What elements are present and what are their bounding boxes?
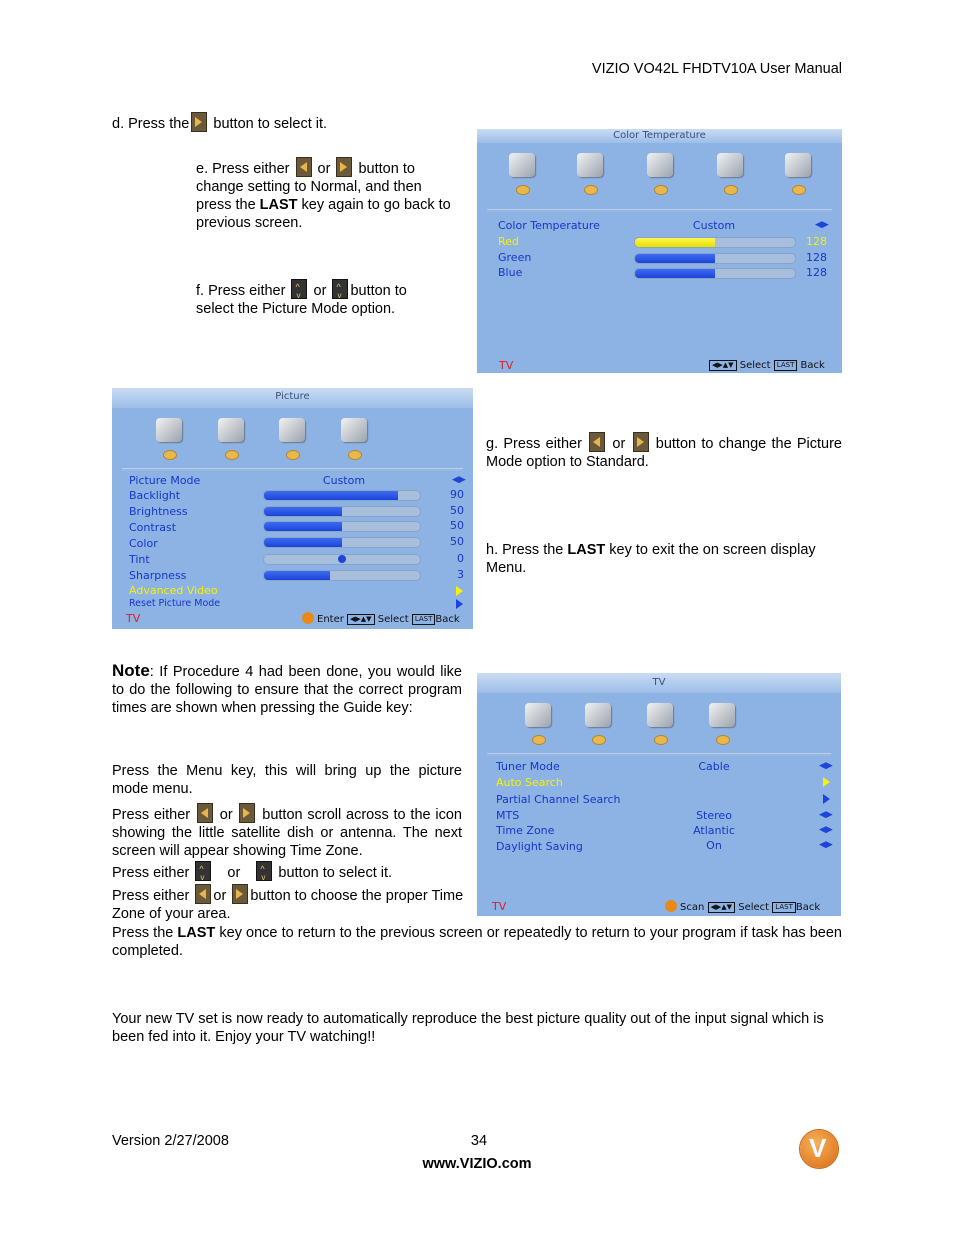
tv-settings-screen <box>477 673 841 916</box>
osd-footer <box>302 612 460 625</box>
note-step-scroll <box>112 803 462 860</box>
foot-scan: Scan <box>680 902 705 913</box>
tint-value: 0 <box>457 552 464 565</box>
ch-down-button-icon <box>256 861 272 881</box>
vizio-logo-icon <box>800 1130 838 1168</box>
sharpness-value: 3 <box>457 568 464 581</box>
osd-row-color-temperature: Color Temperature <box>498 219 600 232</box>
osd-row-picture-mode: Picture Mode <box>129 474 201 487</box>
green-slider <box>634 253 796 264</box>
manual-title: VIZIO VO42L FHDTV10A User Manual <box>591 61 842 77</box>
version-label: Version 2/27/2008 <box>112 1133 229 1149</box>
color-slider <box>263 537 421 548</box>
step-h-text-1: h. Press the <box>486 542 568 558</box>
foot-back: Back <box>435 614 460 625</box>
osd-source: TV <box>492 900 507 913</box>
step-f-text-1: f. Press either <box>196 283 290 299</box>
step-d-text-2: button to select it. <box>209 116 328 132</box>
satellite-dish-icon <box>643 151 677 181</box>
sharpness-slider <box>263 570 421 581</box>
osd-row-contrast: Contrast <box>129 521 177 534</box>
osd-row-red: Red <box>498 235 519 248</box>
osd-title: Picture <box>275 391 310 402</box>
contrast-value: 50 <box>450 519 464 532</box>
color-value: 50 <box>450 535 464 548</box>
osd-title: Color Temperature <box>613 130 706 141</box>
audio-icon <box>581 701 615 731</box>
foot-back: Back <box>795 902 821 913</box>
tuner-mode-value: Cable <box>698 760 730 773</box>
submenu-arrow-icon <box>823 794 830 804</box>
osd-value-custom: Custom <box>692 219 736 232</box>
note-step-select-or: or <box>223 865 245 881</box>
osd-row-time-zone: Time Zone <box>496 824 555 837</box>
scan-button-icon <box>665 900 677 912</box>
left-right-arrow-icon: ◀▶ <box>452 475 466 485</box>
vol-left-button-icon <box>296 157 312 177</box>
step-d-text-1: d. Press the <box>112 116 190 132</box>
note-step-timezone-text-2: button to choose the proper Time Zone of your area. <box>112 888 464 922</box>
step-f-or: or <box>309 283 331 299</box>
left-right-arrow-icon: ◀▶ <box>819 825 833 835</box>
last-key-text-2: key once to return to the previous screen or repeatedly to return to your program if task has been completed. <box>112 925 843 959</box>
backlight-slider <box>263 490 421 501</box>
note-paragraph <box>112 662 462 717</box>
submenu-arrow-icon <box>823 777 830 787</box>
last-key-icon: LAST <box>772 902 796 913</box>
brightness-slider <box>263 506 421 517</box>
osd-row-partial-channel-search: Partial Channel Search <box>496 793 621 806</box>
step-e-text-3: key again to go back to previous screen. <box>196 197 451 231</box>
nav-keys-icon: ◀▶▲▼ <box>709 360 737 371</box>
step-e-or: or <box>313 161 335 177</box>
osd-source: TV <box>126 612 141 625</box>
left-right-arrow-icon: ◀▶ <box>819 761 833 771</box>
page-number: 34 <box>470 1133 488 1149</box>
osd-row-blue: Blue <box>498 266 523 279</box>
step-f <box>196 279 446 318</box>
left-right-arrow-icon: ◀▶ <box>819 840 833 850</box>
vol-left-button-icon <box>195 884 211 904</box>
daylight-saving-value: On <box>706 839 722 852</box>
vol-left-button-icon <box>197 803 213 823</box>
color-temperature-screen <box>477 129 842 373</box>
osd-row-tuner-mode: Tuner Mode <box>496 760 560 773</box>
audio-icon <box>214 416 248 446</box>
foot-select: Select <box>739 360 771 371</box>
osd-row-reset-picture-mode: Reset Picture Mode <box>129 598 221 609</box>
red-slider <box>634 237 796 248</box>
closing-paragraph: Your new TV set is now ready to automatically reproduce the best picture quality out of the input signal which is been fed into it. Enjoy your TV watching!! <box>112 1011 824 1045</box>
blue-slider <box>634 268 796 279</box>
time-zone-value: Atlantic <box>693 824 735 837</box>
note-text: : If Procedure 4 had been done, you would like to do the following to ensure that the correct program times are shown when pressing the Guide key: <box>112 664 462 716</box>
osd-row-mts: MTS <box>496 809 520 822</box>
step-g-text-1: g. Press either <box>486 436 588 452</box>
submenu-arrow-icon <box>456 586 463 596</box>
nav-keys-icon: ◀▶▲▼ <box>347 614 375 625</box>
osd-row-advanced-video: Advanced Video <box>129 584 218 597</box>
red-value: 128 <box>806 235 827 248</box>
step-h <box>486 541 846 577</box>
note-label: Note <box>112 661 150 680</box>
note-step-scroll-text-2: button scroll across to the icon showing the little satellite dish or antenna. The next screen will appear showing Time Zone. <box>112 807 462 859</box>
website-link[interactable]: www.VIZIO.com <box>422 1156 532 1172</box>
step-e-text-1: e. Press either <box>196 161 294 177</box>
vol-right-button-icon <box>232 884 248 904</box>
ch-up-button-icon <box>195 861 211 881</box>
step-g-text-2: button to change the Picture Mode option to Standard. <box>486 436 842 470</box>
step-e-last-key: LAST <box>259 197 298 213</box>
picture-mode-value: Custom <box>322 474 366 487</box>
vol-right-button-icon <box>336 157 352 177</box>
left-right-arrow-icon: ◀▶ <box>815 220 829 230</box>
osd-row-tint: Tint <box>129 553 150 566</box>
last-key-icon: LAST <box>412 614 436 625</box>
last-key-icon: LAST <box>774 360 798 371</box>
foot-back: Back <box>800 360 825 371</box>
settings-icon <box>781 151 815 181</box>
note-step-timezone-or: or <box>213 888 231 904</box>
note-step-scroll-text-1: Press either <box>112 807 195 823</box>
osd-row-brightness: Brightness <box>129 505 188 518</box>
vol-right-button-icon <box>633 432 649 452</box>
enter-button-icon <box>302 612 314 624</box>
note-step-timezone-text-1: Press either <box>112 888 194 904</box>
step-h-text-2: key to exit the on screen display Menu. <box>486 542 816 576</box>
ch-down-button-icon <box>332 279 348 299</box>
note-step-select-text-1: Press either <box>112 865 194 881</box>
step-h-last-key: LAST <box>567 542 606 558</box>
osd-source: TV <box>499 359 514 372</box>
osd-row-color: Color <box>129 537 158 550</box>
foot-select: Select <box>738 902 770 913</box>
osd-row-sharpness: Sharpness <box>129 569 187 582</box>
nav-keys-icon: ◀▶▲▼ <box>708 902 736 913</box>
note-step-scroll-or: or <box>214 807 238 823</box>
note-step-timezone <box>112 884 464 923</box>
green-value: 128 <box>806 251 827 264</box>
step-f-text-2: button to select the Picture Mode option. <box>196 283 407 317</box>
step-g-or: or <box>607 436 631 452</box>
foot-select: Select <box>377 614 409 625</box>
step-e-text-2: button to change setting to Normal, and then press the <box>196 161 422 213</box>
wrench-icon <box>713 151 747 181</box>
wrench-icon <box>705 701 739 731</box>
ch-up-button-icon <box>291 279 307 299</box>
wrench-icon <box>337 416 371 446</box>
last-key-bold: LAST <box>177 925 216 941</box>
brightness-value: 50 <box>450 504 464 517</box>
note-step-menu: Press the Menu key, this will bring up the picture mode menu. <box>112 763 462 797</box>
osd-footer <box>665 900 820 913</box>
tint-slider <box>263 554 421 565</box>
tv-icon <box>152 416 186 446</box>
last-key-text-1: Press the <box>112 925 178 941</box>
tv-icon <box>505 151 539 181</box>
satellite-dish-icon <box>275 416 309 446</box>
satellite-dish-icon <box>643 701 677 731</box>
contrast-slider <box>263 521 421 532</box>
note-step-select-text-2: button to select it. <box>274 865 393 881</box>
picture-screen <box>112 388 473 629</box>
step-e <box>196 157 458 232</box>
osd-title: TV <box>652 677 666 688</box>
osd-row-daylight-saving: Daylight Saving <box>496 840 583 853</box>
mts-value: Stereo <box>696 809 732 822</box>
vol-right-button-icon <box>191 112 207 132</box>
step-d <box>112 112 472 133</box>
blue-value: 128 <box>806 266 827 279</box>
osd-footer <box>709 360 825 371</box>
step-g <box>486 432 842 471</box>
backlight-value: 90 <box>450 488 464 501</box>
submenu-arrow-icon <box>456 599 463 609</box>
tv-icon <box>521 701 555 731</box>
left-right-arrow-icon: ◀▶ <box>819 810 833 820</box>
audio-icon <box>573 151 607 181</box>
osd-row-backlight: Backlight <box>129 489 181 502</box>
vol-right-button-icon <box>239 803 255 823</box>
vol-left-button-icon <box>589 432 605 452</box>
last-key-paragraph <box>112 924 842 960</box>
note-step-select <box>112 861 462 882</box>
foot-enter: Enter <box>317 614 344 625</box>
osd-row-green: Green <box>498 251 532 264</box>
osd-row-auto-search: Auto Search <box>496 776 563 789</box>
